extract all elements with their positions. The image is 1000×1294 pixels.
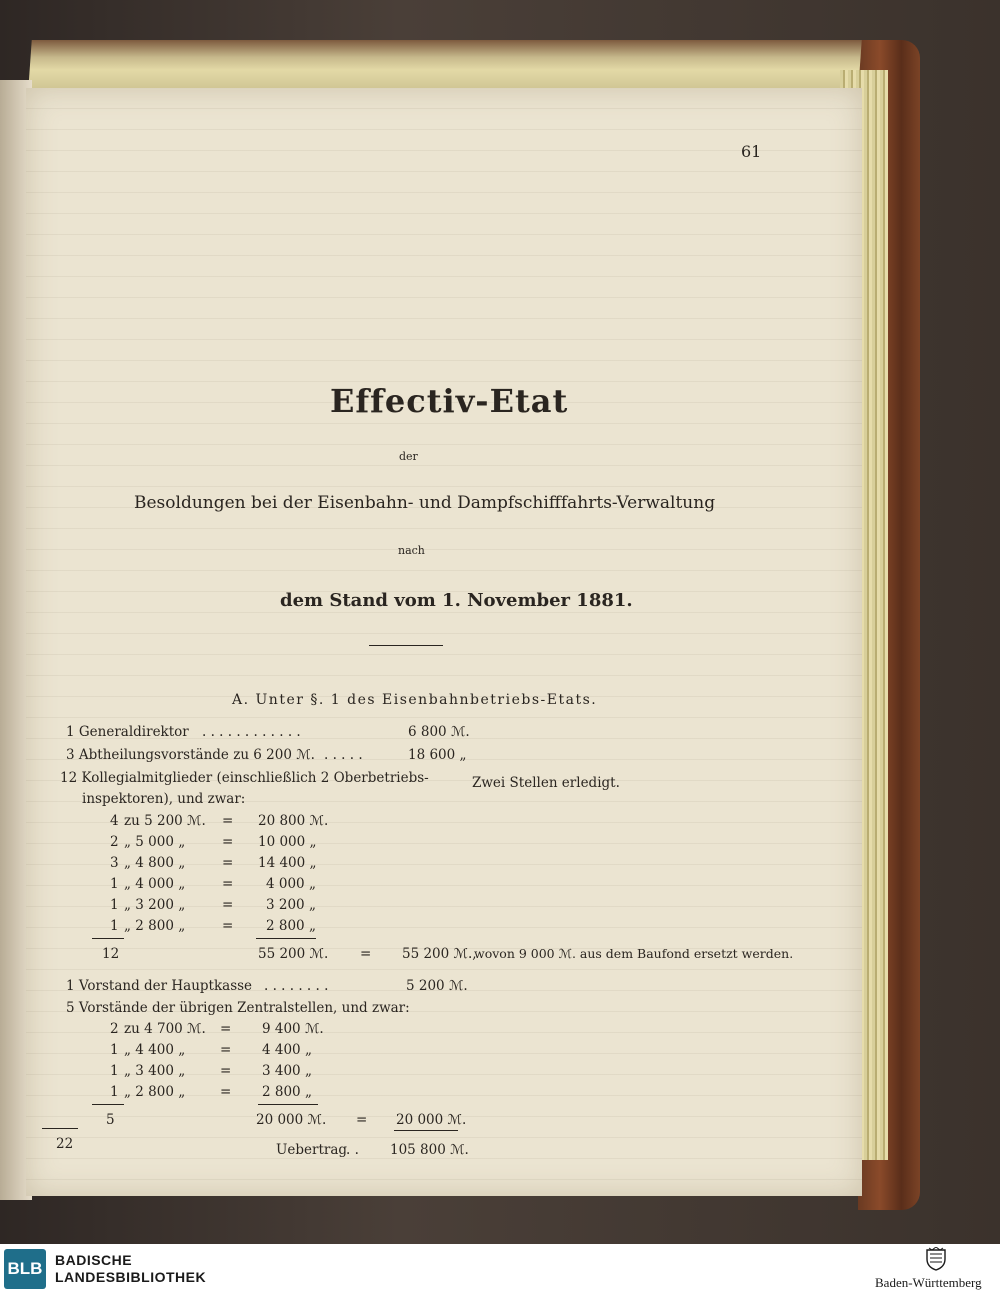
breakdown-rate: zu 5 200 ℳ. — [124, 813, 206, 829]
footer-rule — [42, 1128, 78, 1129]
state-label: Baden-Württemberg — [875, 1275, 982, 1290]
breakdown-total: 14 400 „ — [258, 855, 317, 871]
breakdown-total: 2 800 „ — [262, 1084, 312, 1100]
sum-rule — [394, 1130, 458, 1131]
breakdown-count: 3 — [110, 855, 119, 871]
breakdown-rate: „ 2 800 „ — [124, 918, 186, 934]
group2-count-sum: 5 — [106, 1112, 115, 1128]
breakdown-total: 2 800 „ — [266, 918, 316, 934]
group1-sum-equals: = — [360, 946, 372, 962]
row-abteilungsvorstaende-label: 3 Abtheilungsvorstände zu 6 200 ℳ. — [66, 747, 315, 763]
breakdown-rate: „ 2 800 „ — [124, 1084, 186, 1100]
breakdown-total: 20 800 ℳ. — [258, 813, 329, 829]
page-number: 61 — [741, 142, 762, 161]
breakdown-count: 2 — [110, 834, 119, 850]
coat-of-arms-icon — [925, 1247, 947, 1271]
breakdown-equals: = — [220, 1021, 232, 1037]
blb-logo[interactable]: BLB — [4, 1249, 46, 1289]
breakdown-count: 1 — [110, 876, 119, 892]
sum-rule — [92, 938, 124, 939]
row-kollegialmitglieder-cont: inspektoren), und zwar: — [82, 791, 246, 807]
page-block-top-edge — [28, 40, 861, 90]
breakdown-rate: „ 4 000 „ — [124, 876, 186, 892]
uebertrag-label: Uebertrag — [276, 1142, 348, 1158]
row-zentralstellen-label: 5 Vorstände der übrigen Zentralstellen, und zwar: — [66, 1000, 410, 1016]
breakdown-count: 2 — [110, 1021, 119, 1037]
breakdown-count: 1 — [110, 918, 119, 934]
breakdown-equals: = — [220, 1084, 232, 1100]
breakdown-count: 4 — [110, 813, 119, 829]
document-page — [26, 88, 862, 1196]
sum-rule — [256, 938, 316, 939]
row-generaldirektor-dots: . . . . . . . . . . . . — [202, 724, 301, 740]
group1-sum-amount: 55 200 ℳ., — [402, 946, 477, 962]
library-name-line1: BADISCHE — [55, 1252, 133, 1268]
row-hauptkasse-label: 1 Vorstand der Hauptkasse — [66, 978, 253, 994]
title-connector-nach: nach — [398, 544, 425, 557]
row-kollegialmitglieder-note: Zwei Stellen erledigt. — [472, 775, 620, 791]
title-connector-der: der — [399, 450, 418, 463]
row-generaldirektor-amount: 6 800 ℳ. — [408, 724, 470, 740]
section-heading: A. Unter §. 1 des Eisenbahnbetriebs-Etats. — [232, 692, 598, 708]
group2-total-sum: 20 000 ℳ. — [256, 1112, 327, 1128]
date-line: dem Stand vom 1. November 1881. — [280, 590, 633, 611]
breakdown-rate: „ 3 200 „ — [124, 897, 186, 913]
breakdown-total: 9 400 ℳ. — [262, 1021, 324, 1037]
row-abteilungsvorstaende-dots: . . . . . — [324, 747, 363, 763]
group1-sum-note: wovon 9 000 ℳ. aus dem Baufond ersetzt werden. — [474, 946, 794, 961]
breakdown-rate: „ 4 800 „ — [124, 855, 186, 871]
uebertrag-dots: . . — [346, 1142, 359, 1158]
breakdown-equals: = — [220, 1063, 232, 1079]
breakdown-total: 10 000 „ — [258, 834, 317, 850]
footer-page-number: 22 — [56, 1136, 74, 1152]
library-name-line2: LANDESBIBLIOTHEK — [55, 1269, 207, 1285]
breakdown-equals: = — [222, 813, 234, 829]
title-divider — [369, 645, 443, 646]
document-title: Effectiv-Etat — [330, 382, 569, 420]
breakdown-total: 4 000 „ — [266, 876, 316, 892]
breakdown-equals: = — [222, 834, 234, 850]
sum-rule — [258, 1104, 318, 1105]
row-hauptkasse-dots: . . . . . . . . — [264, 978, 329, 994]
group2-sum-equals: = — [356, 1112, 368, 1128]
sum-rule — [92, 1104, 124, 1105]
breakdown-total: 3 200 „ — [266, 897, 316, 913]
breakdown-equals: = — [222, 897, 234, 913]
breakdown-rate: „ 4 400 „ — [124, 1042, 186, 1058]
group2-sum-amount: 20 000 ℳ. — [396, 1112, 467, 1128]
group1-count-sum: 12 — [102, 946, 120, 962]
breakdown-count: 1 — [110, 897, 119, 913]
breakdown-count: 1 — [110, 1042, 119, 1058]
uebertrag-amount: 105 800 ℳ. — [390, 1142, 469, 1158]
breakdown-equals: = — [222, 855, 234, 871]
breakdown-total: 3 400 „ — [262, 1063, 312, 1079]
breakdown-rate: „ 5 000 „ — [124, 834, 186, 850]
breakdown-count: 1 — [110, 1084, 119, 1100]
breakdown-total: 4 400 „ — [262, 1042, 312, 1058]
breakdown-count: 1 — [110, 1063, 119, 1079]
row-hauptkasse-amount: 5 200 ℳ. — [406, 978, 468, 994]
document-subtitle: Besoldungen bei der Eisenbahn- und Dampfschifffahrts-Verwaltung — [134, 493, 716, 513]
group1-total-sum: 55 200 ℳ. — [258, 946, 329, 962]
breakdown-rate: zu 4 700 ℳ. — [124, 1021, 206, 1037]
breakdown-equals: = — [222, 876, 234, 892]
breakdown-rate: „ 3 400 „ — [124, 1063, 186, 1079]
breakdown-equals: = — [222, 918, 234, 934]
row-kollegialmitglieder-label: 12 Kollegialmitglieder (einschließlich 2 Oberbetriebs- — [60, 770, 429, 786]
breakdown-equals: = — [220, 1042, 232, 1058]
row-generaldirektor-label: 1 Generaldirektor — [66, 724, 189, 740]
row-abteilungsvorstaende-amount: 18 600 „ — [408, 747, 467, 763]
